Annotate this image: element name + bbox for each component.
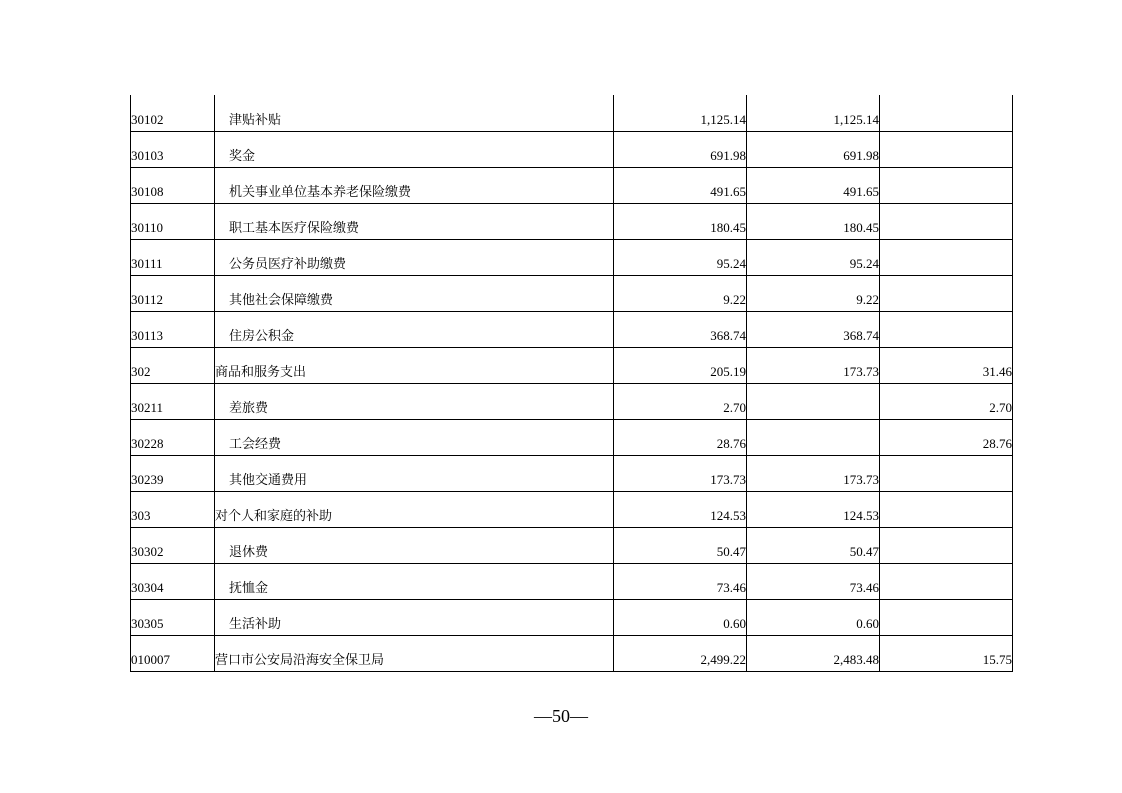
item-name-cell: 住房公积金 — [215, 311, 614, 347]
project-expenditure-cell — [880, 167, 1013, 203]
total-amount-cell: 1,125.14 — [614, 95, 747, 131]
basic-expenditure-cell: 95.24 — [747, 239, 880, 275]
total-amount-cell: 95.24 — [614, 239, 747, 275]
table-row — [131, 383, 1013, 419]
project-expenditure-cell — [880, 563, 1013, 599]
total-amount-cell: 28.76 — [614, 419, 747, 455]
project-expenditure-cell: 15.75 — [880, 635, 1013, 671]
item-name-cell: 商品和服务支出 — [215, 347, 614, 383]
table-row — [131, 167, 1013, 203]
basic-expenditure-cell: 0.60 — [747, 599, 880, 635]
basic-expenditure-cell: 491.65 — [747, 167, 880, 203]
project-expenditure-cell — [880, 599, 1013, 635]
item-name-cell: 职工基本医疗保险缴费 — [215, 203, 614, 239]
economic-code-cell: 30239 — [131, 455, 215, 491]
table-row — [131, 311, 1013, 347]
total-amount-cell: 9.22 — [614, 275, 747, 311]
item-name-cell: 津贴补贴 — [215, 95, 614, 131]
project-expenditure-cell — [880, 275, 1013, 311]
economic-code-cell: 30112 — [131, 275, 215, 311]
item-name-cell: 机关事业单位基本养老保险缴费 — [215, 167, 614, 203]
project-expenditure-cell — [880, 527, 1013, 563]
page-number: —50— — [534, 706, 588, 726]
total-amount-cell: 205.19 — [614, 347, 747, 383]
project-expenditure-cell: 28.76 — [880, 419, 1013, 455]
item-name-cell: 生活补助 — [215, 599, 614, 635]
table-row — [131, 95, 1013, 131]
total-amount-cell: 124.53 — [614, 491, 747, 527]
economic-code-cell: 010007 — [131, 635, 215, 671]
total-amount-cell: 2,499.22 — [614, 635, 747, 671]
total-amount-cell: 0.60 — [614, 599, 747, 635]
table-row — [131, 419, 1013, 455]
total-amount-cell: 2.70 — [614, 383, 747, 419]
basic-expenditure-cell: 691.98 — [747, 131, 880, 167]
project-expenditure-cell — [880, 131, 1013, 167]
table-row — [131, 455, 1013, 491]
item-name-cell: 差旅费 — [215, 383, 614, 419]
item-name-cell: 营口市公安局沿海安全保卫局 — [215, 635, 614, 671]
total-amount-cell: 368.74 — [614, 311, 747, 347]
project-expenditure-cell — [880, 95, 1013, 131]
total-amount-cell: 73.46 — [614, 563, 747, 599]
basic-expenditure-cell: 180.45 — [747, 203, 880, 239]
economic-code-cell: 30304 — [131, 563, 215, 599]
item-name-cell: 奖金 — [215, 131, 614, 167]
basic-expenditure-cell: 73.46 — [747, 563, 880, 599]
item-name-cell: 抚恤金 — [215, 563, 614, 599]
basic-expenditure-cell: 124.53 — [747, 491, 880, 527]
project-expenditure-cell — [880, 455, 1013, 491]
economic-code-cell: 30302 — [131, 527, 215, 563]
table-row — [131, 491, 1013, 527]
economic-code-cell: 30103 — [131, 131, 215, 167]
table-row — [131, 347, 1013, 383]
item-name-cell: 公务员医疗补助缴费 — [215, 239, 614, 275]
project-expenditure-cell: 31.46 — [880, 347, 1013, 383]
basic-expenditure-cell: 2,483.48 — [747, 635, 880, 671]
basic-expenditure-cell: 1,125.14 — [747, 95, 880, 131]
basic-expenditure-cell: 173.73 — [747, 455, 880, 491]
economic-code-cell: 30113 — [131, 311, 215, 347]
economic-code-cell: 30111 — [131, 239, 215, 275]
table-row — [131, 131, 1013, 167]
basic-expenditure-cell — [747, 383, 880, 419]
economic-code-cell: 30305 — [131, 599, 215, 635]
item-name-cell: 工会经费 — [215, 419, 614, 455]
table-row — [131, 563, 1013, 599]
table-row — [131, 527, 1013, 563]
budget-table-body — [131, 95, 1013, 671]
project-expenditure-cell — [880, 311, 1013, 347]
economic-code-cell: 30211 — [131, 383, 215, 419]
basic-expenditure-cell: 173.73 — [747, 347, 880, 383]
total-amount-cell: 180.45 — [614, 203, 747, 239]
economic-code-cell: 303 — [131, 491, 215, 527]
project-expenditure-cell — [880, 203, 1013, 239]
total-amount-cell: 491.65 — [614, 167, 747, 203]
economic-code-cell: 302 — [131, 347, 215, 383]
table-row — [131, 203, 1013, 239]
item-name-cell: 其他社会保障缴费 — [215, 275, 614, 311]
basic-expenditure-cell: 9.22 — [747, 275, 880, 311]
basic-expenditure-cell — [747, 419, 880, 455]
total-amount-cell: 173.73 — [614, 455, 747, 491]
total-amount-cell: 50.47 — [614, 527, 747, 563]
basic-expenditure-cell: 50.47 — [747, 527, 880, 563]
table-row — [131, 275, 1013, 311]
table-row — [131, 599, 1013, 635]
economic-code-cell: 30108 — [131, 167, 215, 203]
item-name-cell: 对个人和家庭的补助 — [215, 491, 614, 527]
table-row — [131, 239, 1013, 275]
economic-code-cell: 30228 — [131, 419, 215, 455]
economic-code-cell: 30110 — [131, 203, 215, 239]
table-row — [131, 635, 1013, 671]
basic-expenditure-cell: 368.74 — [747, 311, 880, 347]
project-expenditure-cell: 2.70 — [880, 383, 1013, 419]
total-amount-cell: 691.98 — [614, 131, 747, 167]
project-expenditure-cell — [880, 491, 1013, 527]
item-name-cell: 其他交通费用 — [215, 455, 614, 491]
item-name-cell: 退休费 — [215, 527, 614, 563]
economic-code-cell: 30102 — [131, 95, 215, 131]
budget-table — [130, 95, 1013, 672]
project-expenditure-cell — [880, 239, 1013, 275]
